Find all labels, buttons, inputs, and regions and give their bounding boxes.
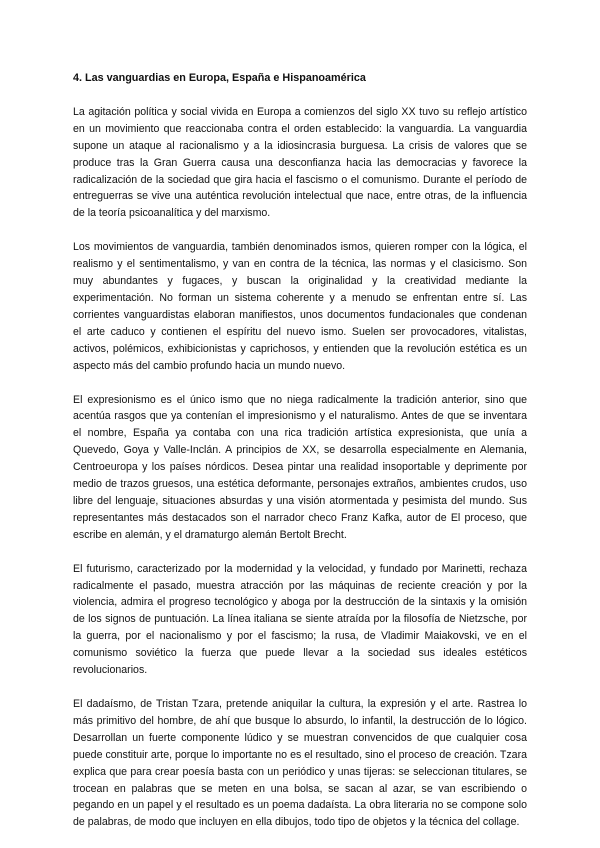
paragraph-vanguardia-intro: La agitación política y social vivida en Europa a comienzos del siglo XX tuvo su reflejo artístico en un movimiento que reaccionaba contra el orden establecido: la vanguardia. La vanguardia supone un ataque al racionalismo y a la idiosincrasia burguesa. La crisis de valores que se produce tras la Gran Guerra causa una desconfianza hacia las democracias y favorece la radicalización de la sociedad que gira hacia el fascismo o el comunismo. Durante el período de entreguerras se vive una auténtica revolución intelectual que nace, entre otras, de la influencia de la teoría psicoanalítica y del marxismo.: [73, 105, 527, 220]
document-body: [73, 70, 527, 848]
paragraph-expresionismo: El expresionismo es el único ismo que no niega radicalmente la tradición anterior, sino que acentúa rasgos que ya contenían el impresionismo y el naturalismo. Antes de que se inventara el nombre, España ya contaba con una rica tradición artística expresionista, que unía a Quevedo, Goya y Valle-Inclán. A principios de XX, se desarrolla especialmente en Alemania, Centroeuropa y los países nórdicos. Desea pintar una realidad insoportable y deprimente por medio de trazos gruesos, una estética deformante, personajes extraños, ambientes crudos, uso libre del lenguaje, situaciones absurdas y una visión atormentada y pesimista del mundo. Sus representantes más destacados son el narrador checo Franz Kafka, autor de El proceso, que escribe en alemán, y el dramaturgo alemán Bertolt Brecht.: [73, 393, 527, 541]
paragraph-dadaismo: El dadaísmo, de Tristan Tzara, pretende aniquilar la cultura, la expresión y el arte. Rastrea lo más primitivo del hombre, de ahí que busque lo absurdo, lo infantil, la destrucción de lo lógico. Desarrollan un fuerte componente lúdico y se muestran convencidos de que cualquier cosa puede constituir arte, porque lo importante no es el resultado, sino el proceso de creación. Tzara explica que para crear poesía basta con un periódico y unas tijeras: se seleccionan titulares, se trocean en palabras que se meten en una bolsa, se sacan al azar, se van escribiendo o pegando en un papel y el resultado es un poema dadaísta. La obra literaria no se compone solo de palabras, de modo que incluyen en ella dibujos, todo tipo de objetos y la técnica del collage.: [73, 698, 527, 829]
paragraph-futurismo: El futurismo, caracterizado por la modernidad y la velocidad, y fundado por Marinetti, rechaza radicalmente el pasado, muestra atracción por las máquinas de reciente creación y por la violencia, admira el progreso tecnológico y aboga por la destrucción de la sintaxis y la omisión de los signos de puntuación. La línea italiana se siente atraída por la filosofía de Nietzsche, por la guerra, por el nacionalismo y por el fascismo; la rusa, de Vladimir Maiakovski, ve en el comunismo soviético la fuerza que puede llevar a la sociedad sus ideales estéticos revolucionarios.: [73, 562, 527, 677]
section-title: 4. Las vanguardias en Europa, España e Hispanoamérica: [73, 72, 366, 84]
paragraph-movimientos-vanguardia: Los movimientos de vanguardia, también denominados ismos, quieren romper con la lógica, el realismo y el sentimentalismo, y van en contra de la técnica, las normas y el clasicismo. Son muy abundantes y fugaces, y buscan la originalidad y la creatividad mediante la experimentación. No forman un sistema coherente y a menudo se enfrentan entre sí. Las corrientes vanguardistas elaboran manifiestos, unos documentos fundacionales que condenan el arte caduco y contienen el espíritu del nuevo ismo. Suelen ser provocadores, vitalistas, activos, polémicos, exhibicionistas y caprichosos, y entienden que la revolución estética es un aspecto más del cambio profundo hacia un mundo nuevo.: [73, 241, 527, 372]
